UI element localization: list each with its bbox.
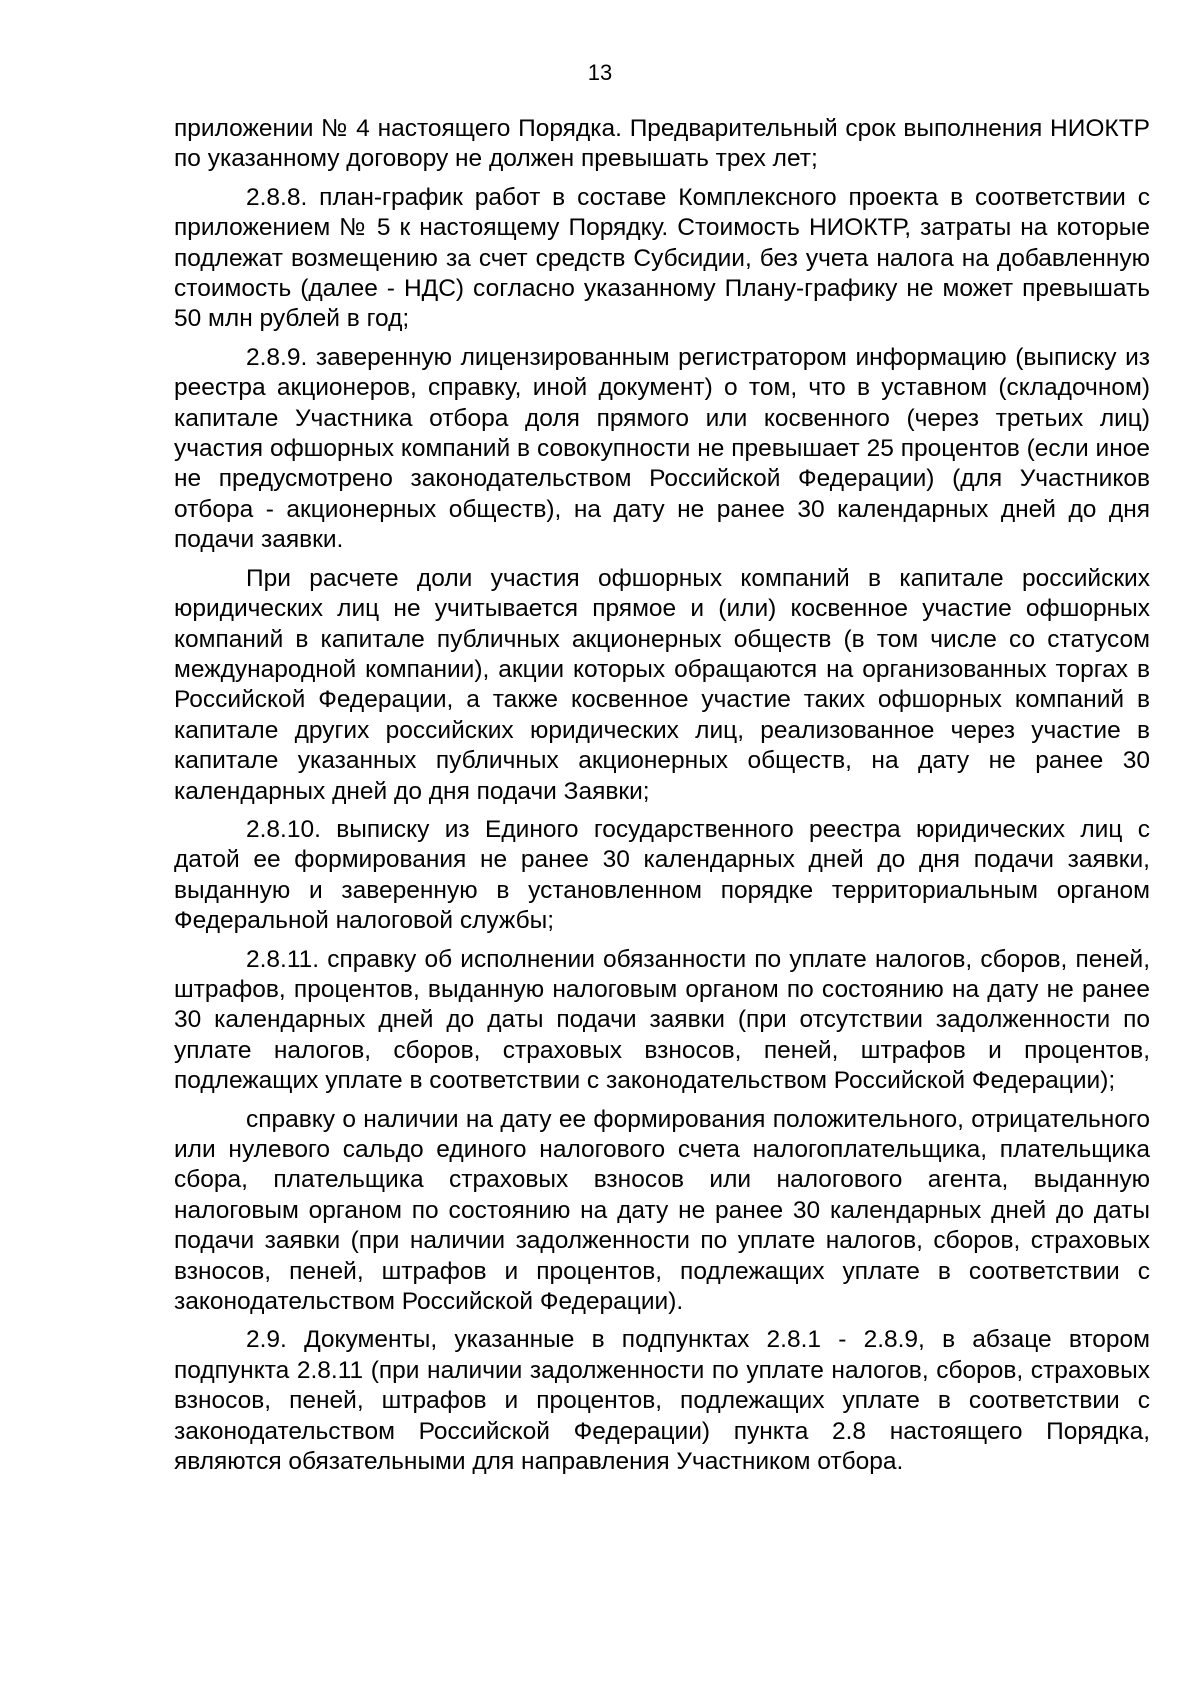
paragraph-continuation: приложении № 4 настоящего Порядка. Предварительный срок выполнения НИОКТР по указанному договору не должен превышать трех лет; [174,115,1150,173]
paragraph-offshore-calculation: При расчете доли участия офшорных компаний в капитале российских юридических лиц не учитывается прямое и (или) косвенное участие офшорных компаний в капитале публичных акционерных обществ (в том числе со статусом международной компании), акции которых обращаются на организованных торгах в Российской Федерации, а также косвенное участие таких офшорных компаний в капитале других российских юридических лиц, реализованное через участие в капитале указанных публичных акционерных обществ, на дату не ранее 30 календарных дней до дня подачи Заявки; [174,564,1150,805]
document-body [174,114,1150,1485]
paragraph-2-8-9: 2.8.9. заверенную лицензированным регистратором информацию (выписку из реестра акционеров, справку, иной документ) о том, что в уставном (складочном) капитале Участника отбора доля прямого или косвенного (через третьих лиц) участия офшорных компаний в совокупности не превышает 25 процентов (если иное не предусмотрено законодательством Российской Федерации) (для Участников отбора - акционерных обществ), на дату не ранее 30 календарных дней до дня подачи заявки. [174,343,1150,554]
paragraph-2-8-11: 2.8.11. справку об исполнении обязанности по уплате налогов, сборов, пеней, штрафов, процентов, выданную налоговым органом по состоянию на дату не ранее 30 календарных дней до даты подачи заявки (при отсутствии задолженности по уплате налогов, сборов, страховых взносов, пеней, штрафов и процентов, подлежащих уплате в соответствии с законодательством Российской Федерации); [174,945,1150,1095]
page-number: 13 [587,60,613,85]
paragraph-2-8-10: 2.8.10. выписку из Единого государственного реестра юридических лиц с датой ее формирования не ранее 30 календарных дней до дня подачи заявки, выданную и заверенную в установленном порядке территориальным органом Федеральной налоговой службы; [174,815,1150,935]
paragraph-tax-balance-certificate: справку о наличии на дату ее формирования положительного, отрицательного или нулевого сальдо единого налогового счета налогоплательщика, плательщика сбора, плательщика страховых взносов или налогового агента, выданную налоговым органом по состоянию на дату не ранее 30 календарных дней до даты подачи заявки (при наличии задолженности по уплате налогов, сборов, страховых взносов, пеней, штрафов и процентов, подлежащих уплате в соответствии с законодательством Российской Федерации). [174,1105,1150,1316]
paragraph-2-8-8: 2.8.8. план-график работ в составе Комплексного проекта в соответствии с приложением № 5 к настоящему Порядку. Стоимость НИОКТР, затраты на которые подлежат возмещению за счет средств Субсидии, без учета налога на добавленную стоимость (далее - НДС) согласно указанному Плану-графику не может превышать 50 млн рублей в год; [174,183,1150,333]
paragraph-2-9: 2.9. Документы, указанные в подпунктах 2.8.1 - 2.8.9, в абзаце втором подпункта 2.8.11 (при наличии задолженности по уплате налогов, сборов, страховых взносов, пеней, штрафов и процентов, подлежащих уплате в соответствии с законодательством Российской Федерации) пункта 2.8 настоящего Порядка, являются обязательными для направления Участником отбора. [174,1326,1150,1476]
